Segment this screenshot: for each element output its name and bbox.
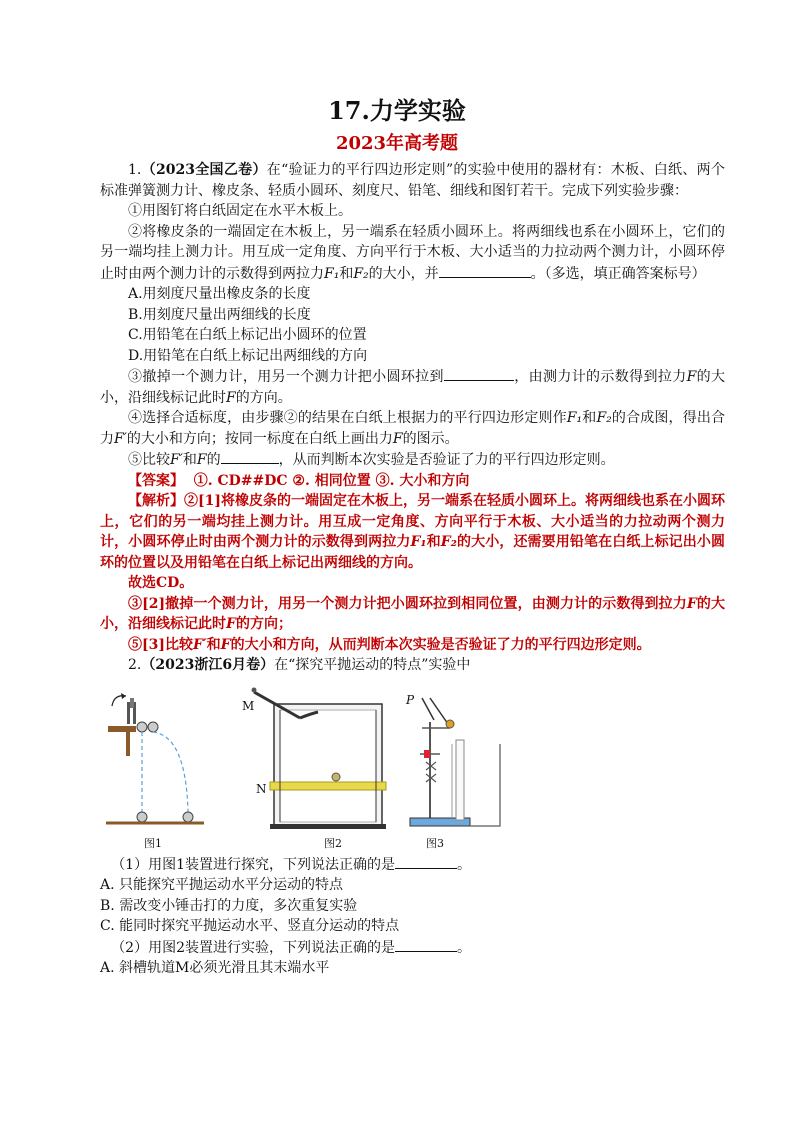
q1-step3-text-c: 的大小，沿细线标记此时	[100, 369, 726, 406]
q1-step5-text-c: 的	[206, 452, 221, 468]
q1-step2-text-b: 的大小，并	[368, 265, 439, 282]
q2-sub1	[111, 854, 725, 876]
q1-step2-text-c: 。（多选，填正确答案标号）	[530, 265, 706, 282]
q1-number: 1.	[128, 162, 142, 178]
q2-s1-option-b: B. 需改变小锤击打的力度，多次重复实验	[100, 897, 358, 914]
q1-step1: ①用图钉将白纸固定在水平木板上。	[128, 203, 352, 219]
analysis4-text-b: 的大小和方向，从而判断本次实验是否验证了力的平行四边形定则。	[230, 636, 651, 653]
symbol-f2: F₂	[440, 534, 457, 550]
q1-step4-text-d: 的图示。	[402, 430, 459, 447]
q1-step3-text-d: 的方向。	[235, 389, 292, 406]
q1-step2	[100, 222, 725, 285]
figure-1-drawing	[100, 684, 220, 834]
q1-analysis-3	[100, 594, 725, 635]
symbol-f2: F₂	[596, 410, 612, 426]
symbol-f-prime: F′	[114, 430, 127, 447]
answer-blank-4[interactable]	[395, 854, 457, 869]
analysis3-text: ③[2]撤掉一个测力计，用另一个测力计把小圆环拉到相同位置，由测力计的示数得到拉力	[128, 595, 687, 612]
q1-step5	[100, 449, 725, 471]
analysis3-text-c: 的方向；	[235, 616, 292, 632]
symbol-f: F	[226, 389, 236, 406]
answer-body: ①. CD##DC ②. 相同位置 ③. 大小和方向	[193, 472, 470, 489]
figure-1	[100, 684, 220, 852]
section-subtitle: 2023年高考题	[335, 133, 459, 154]
q1-option-d: D.用铅笔在白纸上标记出两细线的方向	[128, 347, 368, 364]
symbol-f-prime: F′	[193, 636, 207, 653]
q2-number: 2.	[128, 657, 142, 673]
q1-step4-text-c: 的大小和方向；按同一标度在白纸上画出力	[126, 430, 393, 447]
symbol-f: F	[220, 636, 231, 653]
answer-blank-2[interactable]	[444, 366, 514, 381]
symbol-f: F	[686, 369, 697, 385]
q2-s1-option-a: A. 只能探究平抛运动水平分运动的特点	[100, 877, 344, 893]
analysis-label: 【解析】	[128, 493, 184, 509]
q1-step3-text: ③撤掉一个测力计，用另一个测力计把小圆环拉到	[128, 369, 444, 385]
figures-row	[100, 684, 725, 852]
q2-sub1-text: （1）用图1装置进行探究，下列说法正确的是	[111, 856, 396, 873]
symbol-f: F	[226, 616, 236, 632]
conj-and: 和	[582, 410, 597, 426]
q1-step4-text-b: 的合成图，得出合力	[100, 410, 726, 447]
symbol-f: F	[686, 595, 697, 612]
analysis4-text: ⑤[3]比较	[128, 636, 193, 653]
q1-step4-text: ④选择合适标度，由步骤②的结果在白纸上根据力的平行四边形定则作	[128, 410, 567, 426]
q1-step2-text: ②将橡皮条的一端固定在木板上，另一端系在轻质小圆环上。将两细线也系在小圆环上，它们的另一端均挂上测力计。用互成一定角度、方向平行于木板、大小适当的力拉动两个测力计，小圆环停止时由两个测力计的示数得到两拉力	[100, 223, 725, 282]
q1-stem-text: 在“验证力的平行四边形定则”的实验中使用的器材有：木板、白纸、两个标准弹簧测力计、橡皮条、轻质小圆环、刻度尺、铅笔、细线和图钉若干。完成下列实验步骤：	[100, 162, 725, 199]
figure-3-drawing	[400, 684, 540, 834]
q2-source: （2023浙江6月卷）	[141, 657, 275, 673]
figure-2	[240, 684, 400, 852]
q1-analysis-2: 故选CD。	[128, 575, 194, 591]
figure-1-caption: 图1	[144, 836, 162, 850]
q1-option-c: C.用铅笔在白纸上标记出小圆环的位置	[128, 327, 367, 343]
analysis-text-b: 的大小，还需要用铅笔在白纸上标记出小圆环的位置以及用铅笔在白纸上标记出两细线的方向。	[100, 534, 726, 571]
symbol-f: F	[392, 430, 403, 447]
q1-answer	[100, 471, 725, 492]
analysis3-text-b: 的大小，沿细线标记此时	[100, 595, 725, 632]
conj-and: 和	[206, 636, 221, 653]
conj-and: 和	[339, 265, 354, 282]
symbol-f: F	[196, 452, 207, 468]
q1-analysis-1	[100, 491, 725, 573]
q2-stem	[100, 655, 725, 676]
q1-step5-text-b: 和	[182, 452, 197, 468]
q2-sub2	[111, 937, 725, 959]
symbol-f1: F₁	[410, 534, 427, 550]
q2-s1-option-c: C. 能同时探究平抛运动水平、竖直分运动的特点	[100, 918, 400, 934]
answer-blank-5[interactable]	[395, 937, 457, 952]
q1-source: （2023全国乙卷）	[141, 162, 267, 178]
figure-3	[400, 684, 540, 852]
q1-step4	[100, 408, 725, 449]
figure-3-caption: 图3	[426, 836, 444, 850]
q1-step3-text-b: ，由测力计的示数得到拉力	[513, 369, 687, 385]
answer-label: 【答案】	[128, 472, 184, 489]
content	[100, 160, 725, 979]
label-n: N	[256, 781, 267, 796]
q1-step5-text: ⑤比较	[128, 452, 170, 468]
figure-2-caption: 图2	[324, 836, 342, 850]
label-m: M	[242, 698, 255, 713]
q1-option-a: A.用刻度尺量出橡皮条的长度	[128, 286, 311, 302]
q2-sub2-text: （2）用图2装置进行实验，下列说法正确的是	[111, 939, 396, 956]
symbol-f1: F₁	[566, 410, 583, 426]
symbol-f-prime: F′	[170, 452, 183, 468]
q1-stem	[100, 160, 725, 201]
q1-step5-text-d: ，从而判断本次实验是否验证了力的平行四边形定则。	[278, 452, 615, 468]
q1-step3	[100, 366, 725, 408]
symbol-f2: F₂	[353, 265, 369, 282]
page-title: 17.力学实验	[328, 96, 466, 125]
q2-sub2-end: 。	[457, 939, 472, 956]
analysis-text: ②[1]将橡皮条的一端固定在木板上，另一端系在轻质小圆环上。将两细线也系在小圆环上，它们的另一端均挂上测力计。用互成一定角度、方向平行于木板、大小适当的力拉动两个测力计，小圆环停止时由两个测力计的示数得到两拉力	[100, 493, 725, 550]
q2-sub1-end: 。	[457, 856, 472, 873]
answer-blank-1[interactable]	[439, 263, 531, 278]
label-p: P	[406, 692, 415, 707]
conj-and: 和	[426, 534, 441, 550]
symbol-f1: F₁	[324, 265, 340, 282]
q1-analysis-4	[100, 635, 725, 656]
q2-s2-option-a: A. 斜槽轨道M必须光滑且其末端水平	[100, 960, 330, 976]
figure-2-drawing	[240, 684, 400, 834]
answer-blank-3[interactable]	[221, 449, 279, 464]
q2-stem-text: 在“探究平抛运动的特点”实验中	[274, 657, 471, 673]
q1-option-b: B.用刻度尺量出两细线的长度	[128, 306, 311, 323]
